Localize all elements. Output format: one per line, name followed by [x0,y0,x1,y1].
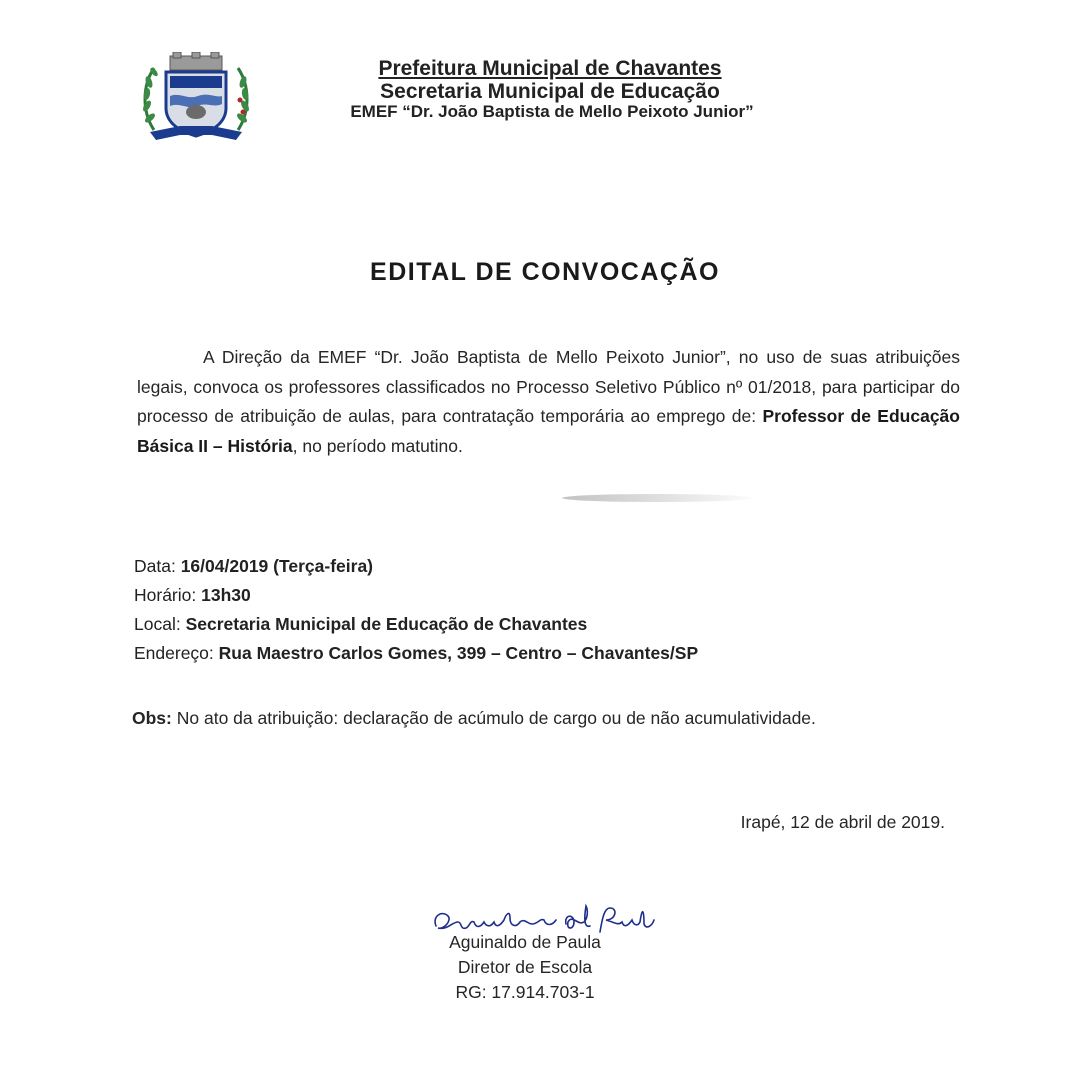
letterhead [270,58,850,122]
header-municipality: Prefeitura Municipal de Chavantes [378,57,722,80]
paragraph-text-part2: , no período matutino. [292,435,463,456]
document-title: EDITAL DE CONVOCAÇÃO [370,258,720,286]
detail-date [134,552,954,581]
address-value: Rua Maestro Carlos Gomes, 399 – Centro – Chavantes/SP [218,643,699,663]
paragraph-text-part1: A Direção da EMEF “Dr. João Baptista de Mello Peixoto Junior”, no uso de suas atribuições legais, convoca os professores classificados no Processo Seletivo Público nº 01/2018, para participar do processo de atribuição de aulas, para contratação temporária ao emprego de: [137,347,960,426]
scan-smudge [562,494,752,502]
convocation-role: Professor de Educação Básica II – História [137,406,960,456]
header-secretariat: Secretaria Municipal de Educação [380,79,720,103]
observation-note [132,707,952,729]
date-label: Data: [134,556,181,576]
municipal-crest-logo [140,52,252,144]
place-value: Secretaria Municipal de Educação de Chavantes [185,614,588,634]
detail-address [134,639,954,668]
date-value: 16/04/2019 (Terça-feira) [180,556,373,576]
signatory-block [410,930,640,1005]
detail-place [134,610,954,639]
signatory-role: Diretor de Escola [457,957,593,977]
address-label: Endereço: [134,643,219,663]
time-value: 13h30 [201,585,251,605]
header-school: EMEF “Dr. João Baptista de Mello Peixoto Junior” [350,102,754,122]
place-label: Local: [134,614,186,634]
obs-label: Obs: [132,708,172,728]
detail-time [134,581,954,610]
place-date: Irapé, 12 de abril de 2019. [740,812,945,832]
time-label: Horário: [134,585,202,605]
signatory-rg: RG: 17.914.703-1 [455,982,595,1002]
event-details [134,552,954,668]
obs-text: No ato da atribuição: declaração de acúmulo de cargo ou de não acumulatividade. [171,708,816,728]
convocation-paragraph [137,343,960,461]
signatory-name: Aguinaldo de Paula [449,932,601,952]
